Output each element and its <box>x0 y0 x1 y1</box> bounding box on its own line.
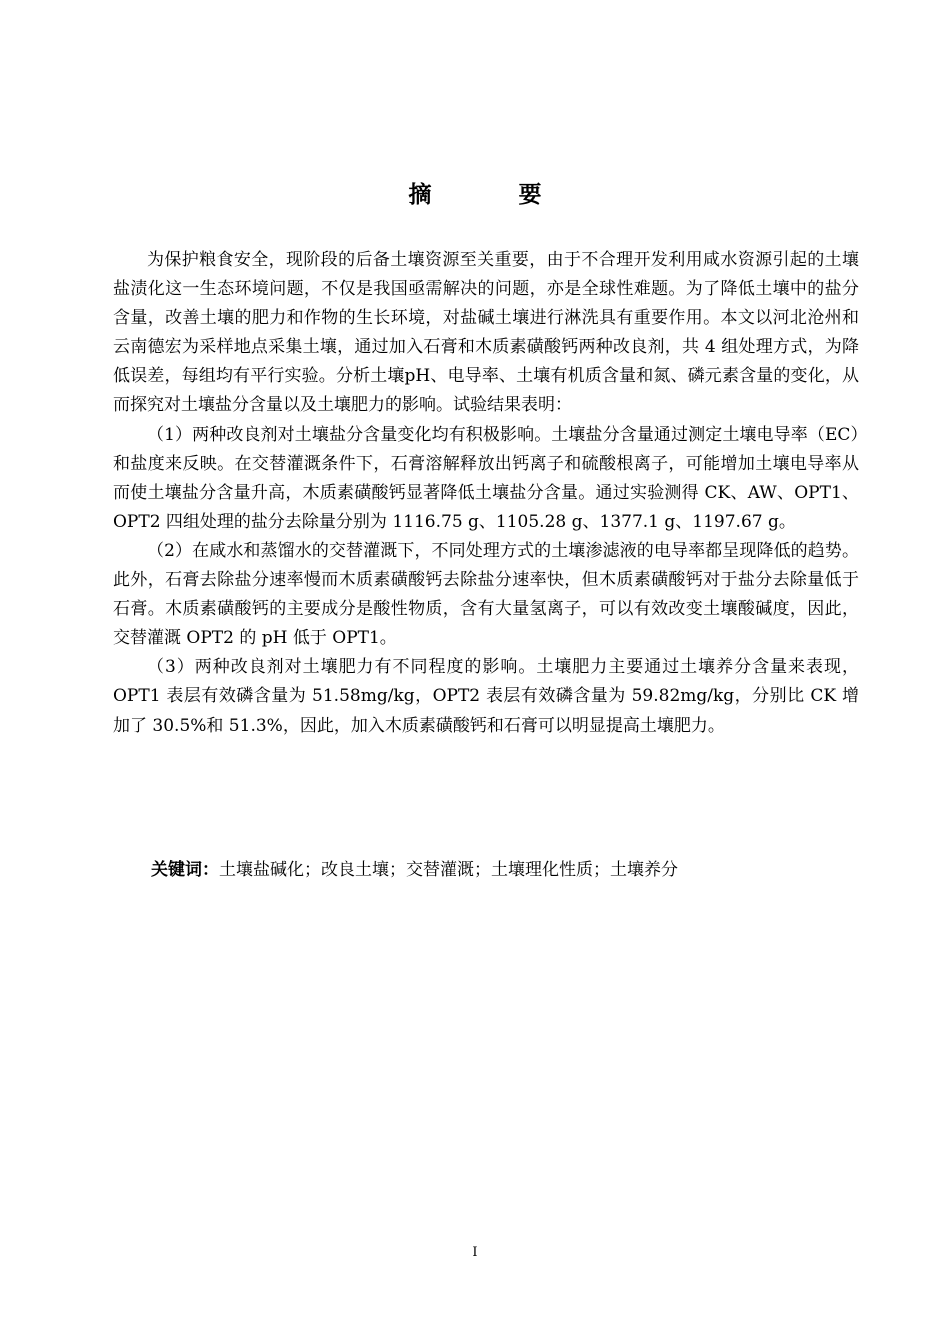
keywords-text: 土壤盐碱化；改良土壤；交替灌溉；土壤理化性质；土壤养分 <box>219 860 678 880</box>
abstract-paragraph-intro: 为保护粮食安全，现阶段的后备土壤资源至关重要，由于不合理开发利用咸水资源引起的土壤盐渍化这一生态环境问题，不仅是我国亟需解决的问题，亦是全球性难题。为了降低土壤中的盐分含量，改善土壤的肥力和作物的生长环境，对盐碱土壤进行淋洗具有重要作用。本文以河北沧州和云南德宏为采样地点采集土壤，通过加入石膏和木质素磺酸钙两种改良剂，共 4 组处理方式，为降低误差，每组均有平行实验。分析土壤pH、电导率、土壤有机质含量和氮、磷元素含量的变化，从而探究对土壤盐分含量以及土壤肥力的影响。试验结果表明： <box>113 250 859 416</box>
abstract-paragraph-result-2: （2）在咸水和蒸馏水的交替灌溉下，不同处理方式的土壤渗滤液的电导率都呈现降低的趋势。此外，石膏去除盐分速率慢而木质素磺酸钙去除盐分速率快，但木质素磺酸钙对于盐分去除量低于石膏。木质素磺酸钙的主要成分是酸性物质，含有大量氢离子，可以有效改变土壤酸碱度，因此，交替灌溉 OPT2 的 pH 低于 OPT1。 <box>113 540 859 649</box>
abstract-paragraph-result-1: （1）两种改良剂对土壤盐分含量变化均有积极影响。土壤盐分含量通过测定土壤电导率（EC）和盐度来反映。在交替灌溉条件下，石膏溶解释放出钙离子和硫酸根离子，可能增加土壤电导率从而使土壤盐分含量升高，木质素磺酸钙显著降低土壤盐分含量。通过实验测得 CK、AW、OPT1、OPT2 四组处理的盐分去除量分别为 1116.75 g、1105.28 g、1377.1 g、1197.67 g。 <box>113 424 859 532</box>
keywords-label: 关键词： <box>151 860 219 880</box>
page-number: I <box>472 1245 478 1260</box>
abstract-title: 摘 要 <box>408 181 574 208</box>
abstract-paragraph-result-3: （3）两种改良剂对土壤肥力有不同程度的影响。土壤肥力主要通过土壤养分含量来表现，OPT1 表层有效磷含量为 51.58mg/kg，OPT2 表层有效磷含量为 59.82mg/kg，分别比 CK 增加了 30.5%和 51.3%，因此，加入木质素磺酸钙和石膏可以明显提高土壤肥力。 <box>113 657 859 736</box>
abstract-body <box>113 246 859 741</box>
keywords-line <box>151 856 871 885</box>
